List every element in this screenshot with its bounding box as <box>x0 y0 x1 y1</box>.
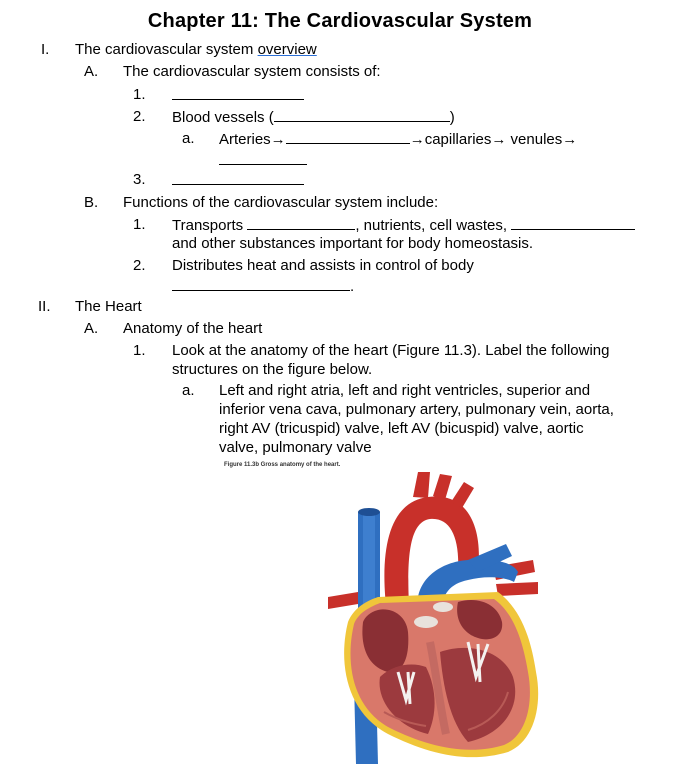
blood-vessels-text: Blood vessels ( <box>172 109 274 126</box>
s1-b-item2-line2 <box>172 276 354 296</box>
answer-blank[interactable] <box>172 276 350 291</box>
s1-a-sub-a-line2 <box>219 150 307 170</box>
s2-a-text: Anatomy of the heart <box>123 320 263 337</box>
structures-line2: inferior vena cava, pulmonary artery, pulmonary vein, aorta, <box>219 401 614 418</box>
structures-line4: valve, pulmonary valve <box>219 439 372 456</box>
arteries-text: Arteries→ <box>219 131 286 148</box>
s1-a-sub-a-number: a. <box>182 130 195 147</box>
s1-a-sub-a-line <box>219 129 577 149</box>
answer-blank[interactable] <box>511 215 635 230</box>
answer-blank[interactable] <box>172 170 304 185</box>
page-title: Chapter 11: The Cardiovascular System <box>147 10 533 32</box>
s2-a-item1-line2: structures on the figure below. <box>172 361 373 378</box>
answer-blank[interactable] <box>219 150 307 165</box>
s1-b-item2-line: Distributes heat and assists in control of body <box>172 257 474 274</box>
pulmonary-valve <box>433 602 453 612</box>
figure-caption: Figure 11.3b Gross anatomy of the heart. <box>224 462 341 468</box>
section-1-number: I. <box>41 41 50 58</box>
s1-b-number: B. <box>84 194 99 211</box>
s1-a-number: A. <box>84 63 99 80</box>
section-2-heading: The Heart <box>75 298 142 315</box>
s1-b-item1-number: 1. <box>133 216 146 233</box>
s1-b-text: Functions of the cardiovascular system include: <box>123 194 439 211</box>
heart-diagram <box>318 472 553 767</box>
overview-word: overview <box>257 41 317 58</box>
answer-blank[interactable] <box>247 215 355 230</box>
structures-line1: Left and right atria, left and right ventricles, superior and <box>219 382 591 399</box>
s2-a-sub-a-number: a. <box>182 382 195 399</box>
aortic-valve <box>414 616 438 628</box>
vessel-chain-text: →capillaries→ venules→ <box>409 131 578 148</box>
s2-a-number: A. <box>84 320 99 337</box>
s1-a-item2-number: 2. <box>133 108 146 125</box>
s1-a-item3-number: 3. <box>133 171 146 188</box>
section-2-number: II. <box>38 298 51 315</box>
s1-a-text: The cardiovascular system consists of: <box>123 63 381 80</box>
answer-blank[interactable] <box>286 129 410 144</box>
s1-a-item1-line <box>172 85 304 105</box>
s1-a-item1-number: 1. <box>133 86 146 103</box>
transports-text: Transports <box>172 217 248 234</box>
close-paren: ) <box>449 109 455 126</box>
s1-a-item2-line <box>172 107 455 127</box>
s1-b-item1-line <box>172 215 635 235</box>
s2-a-item1-line1: Look at the anatomy of the heart (Figure 11.3). Label the following <box>172 342 610 359</box>
structures-line3: right AV (tricuspid) valve, left AV (bicuspid) valve, aortic <box>219 420 584 437</box>
answer-blank[interactable] <box>274 107 450 122</box>
s1-b-item2-number: 2. <box>133 257 146 274</box>
answer-blank[interactable] <box>172 85 304 100</box>
section-1-heading <box>75 40 317 59</box>
s2-a-item1-number: 1. <box>133 342 146 359</box>
section-1-text: The cardiovascular system <box>75 41 258 58</box>
period: . <box>350 278 355 295</box>
s1-a-item3-line <box>172 170 304 190</box>
s1-b-item1-line2: and other substances important for body homeostasis. <box>172 235 534 252</box>
nutrients-text: , nutrients, cell wastes, <box>355 217 512 234</box>
